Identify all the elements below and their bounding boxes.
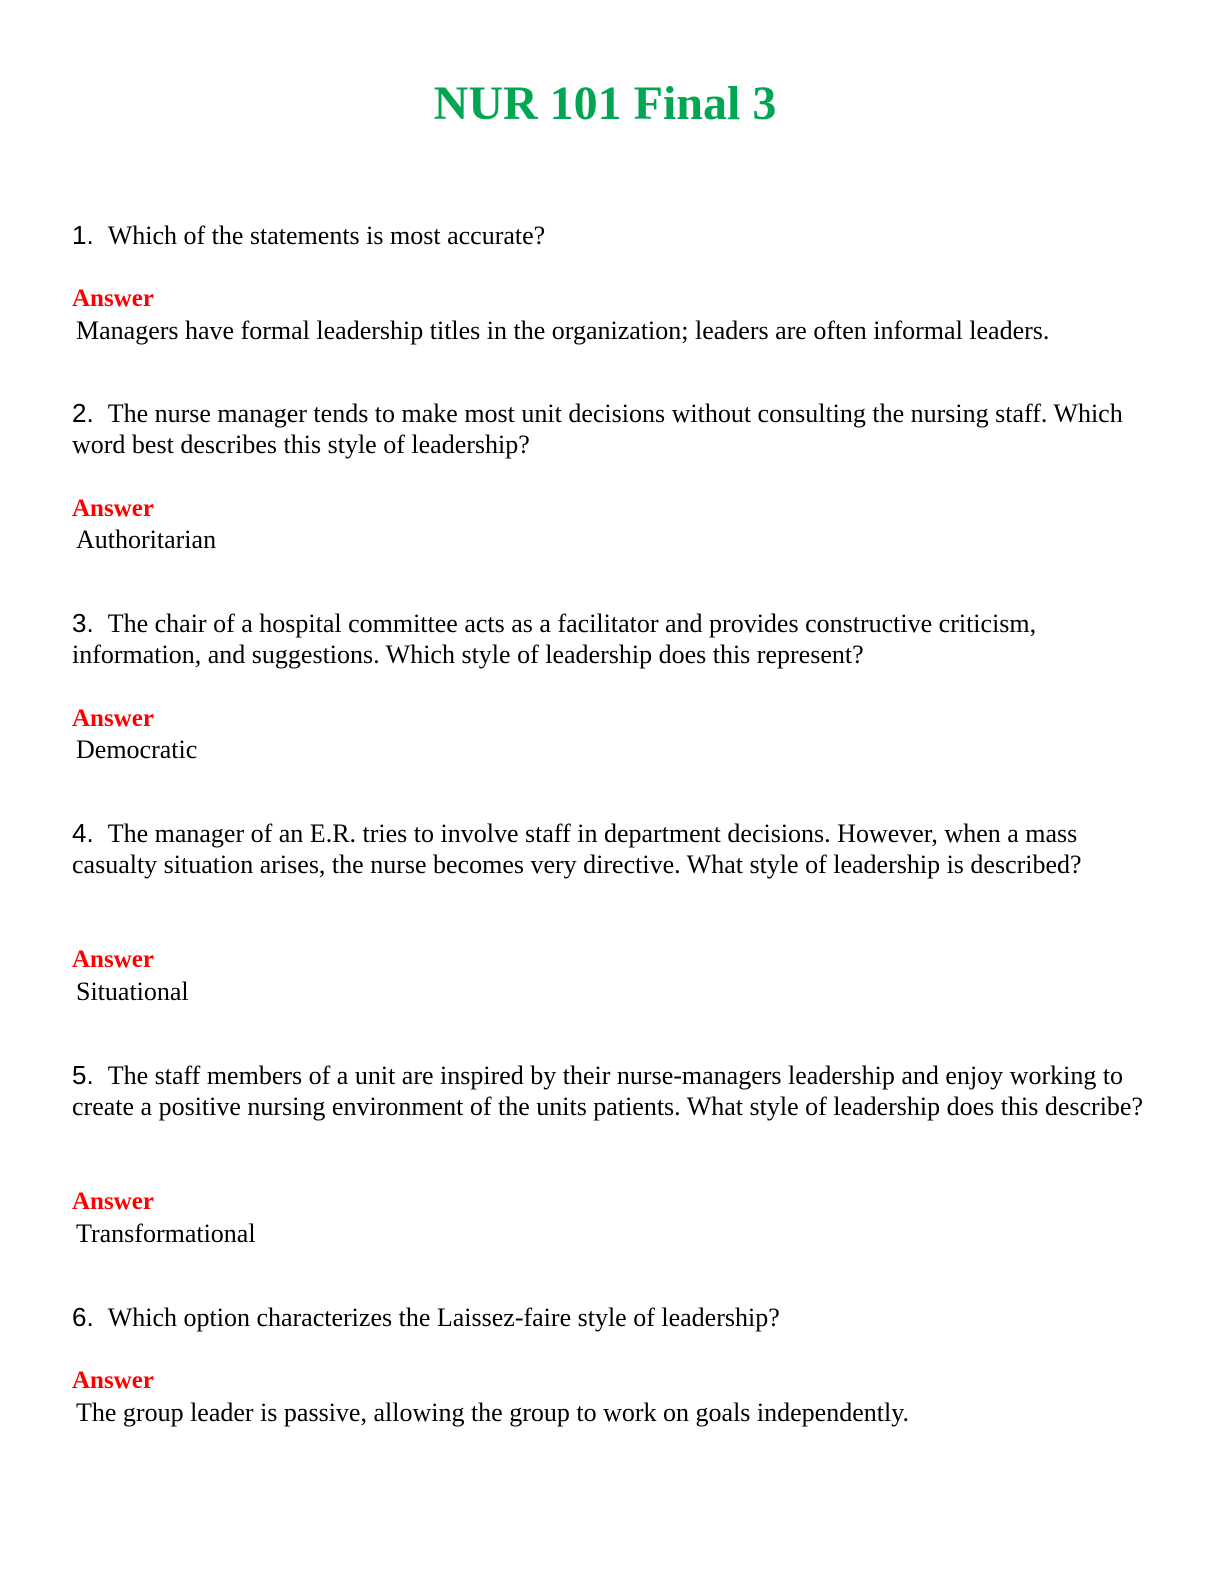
answer-label: Answer bbox=[72, 1188, 154, 1215]
answer-text: Democratic bbox=[76, 735, 198, 764]
document-title: NUR 101 Final 3 bbox=[433, 77, 777, 130]
question-number: 3. bbox=[72, 608, 94, 638]
question-number: 1. bbox=[72, 220, 94, 250]
question-number: 6. bbox=[72, 1302, 94, 1332]
answer-label: Answer bbox=[72, 495, 154, 522]
answer-text: Authoritarian bbox=[76, 525, 217, 554]
answer-label: Answer bbox=[72, 285, 154, 312]
answer-text: Situational bbox=[76, 977, 189, 1006]
question-text-block bbox=[72, 1060, 1152, 1122]
question-item bbox=[72, 398, 1152, 554]
question-text: The manager of an E.R. tries to involve staff in department decisions. However, when a mass casualty situation arises, the nurse becomes very directive. What style of leadership is described? bbox=[72, 819, 1082, 879]
question-text: The chair of a hospital committee acts as a facilitator and provides constructive criticism, information, and suggestions. Which style of leadership does this represent? bbox=[72, 609, 1037, 669]
question-text-block bbox=[72, 818, 1152, 880]
question-number: 4. bbox=[72, 818, 94, 848]
answer-text: Managers have formal leadership titles in the organization; leaders are often informal leaders. bbox=[76, 316, 1050, 345]
question-text: The staff members of a unit are inspired by their nurse-managers leadership and enjoy working to create a positive nursing environment of the units patients. What style of leadership does this describe? bbox=[72, 1061, 1144, 1121]
answer-label: Answer bbox=[72, 1367, 154, 1394]
question-item bbox=[72, 818, 1152, 1006]
answer-text: Transformational bbox=[76, 1219, 256, 1248]
question-text-block bbox=[72, 608, 1152, 670]
question-item bbox=[72, 220, 1152, 345]
answer-label: Answer bbox=[72, 946, 154, 973]
question-text-block bbox=[72, 1302, 1152, 1333]
question-text: Which of the statements is most accurate? bbox=[107, 221, 546, 250]
question-text-block bbox=[72, 220, 1152, 251]
question-text: The nurse manager tends to make most unit decisions without consulting the nursing staff. Which word best describes this style of leadership? bbox=[72, 399, 1123, 459]
answer-label: Answer bbox=[72, 705, 154, 732]
question-item bbox=[72, 608, 1152, 764]
question-text-block bbox=[72, 398, 1152, 460]
question-item bbox=[72, 1060, 1152, 1248]
question-item bbox=[72, 1302, 1152, 1427]
question-number: 2. bbox=[72, 398, 94, 428]
question-text: Which option characterizes the Laissez-faire style of leadership? bbox=[107, 1303, 780, 1332]
answer-text: The group leader is passive, allowing the group to work on goals independently. bbox=[76, 1398, 910, 1427]
question-number: 5. bbox=[72, 1060, 94, 1090]
